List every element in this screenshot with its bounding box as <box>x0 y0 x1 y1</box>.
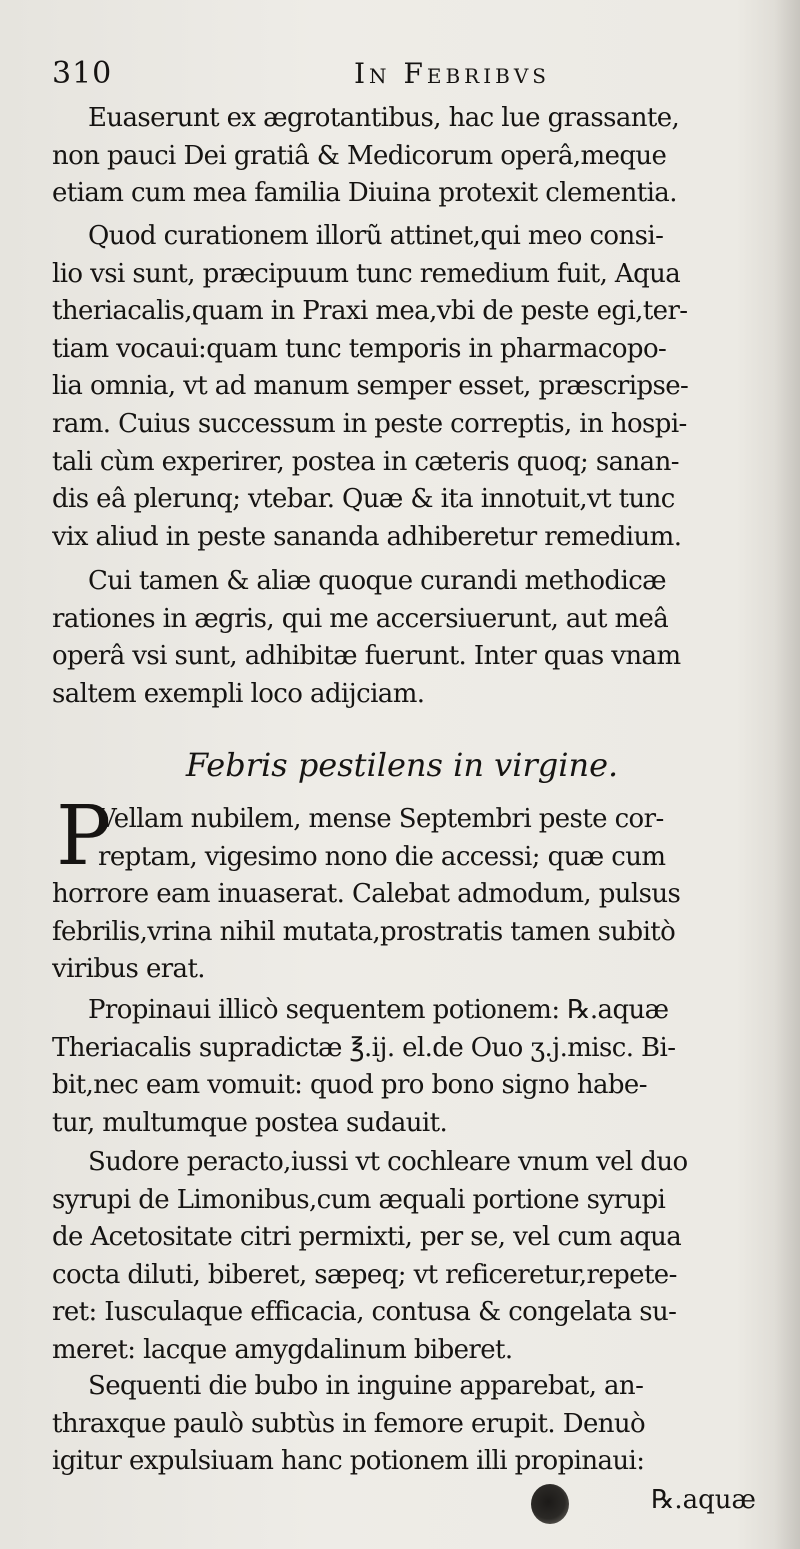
text-line: syrupi de Limonibus,cum æquali portione syrupi <box>52 1184 666 1215</box>
text-line: theriacalis,quam in Praxi mea,vbi de peste egi,ter- <box>52 296 688 327</box>
text-line: Sequenti die bubo in inguine apparebat, an- <box>88 1371 644 1401</box>
text-line: operâ vsi sunt, adhibitæ fuerunt. Inter quas vnam <box>52 641 681 672</box>
text-line: vix aliud in peste sananda adhiberetur remedium. <box>52 521 682 552</box>
paragraph-3 <box>52 563 752 713</box>
text-line: non pauci Dei gratiâ & Medicorum operâ,meque <box>52 140 667 171</box>
text-line: bit,nec eam vomuit: quod pro bono signo habe- <box>52 1070 647 1101</box>
text-line: tur, multumque postea sudauit. <box>52 1107 448 1138</box>
text-line: horrore eam inuaserat. Calebat admodum, pulsus <box>52 879 681 910</box>
paragraph-4 <box>52 801 752 989</box>
text-line: etiam cum mea familia Diuina protexit clementia. <box>52 178 677 209</box>
text-line: Sudore peracto,iussi vt cochleare vnum vel duo <box>88 1147 688 1177</box>
drop-cap: P <box>56 789 112 884</box>
text-line: ram. Cuius successum in peste correptis, in hospi- <box>52 408 687 439</box>
text-line: Theriacalis supradictæ ℥.ij. el.de Ouo ʒ.j.misc. Bi- <box>52 1032 676 1063</box>
text-line: tiam vocaui:quam tunc temporis in pharmacopo- <box>52 333 667 364</box>
text-line: Quod curationem illorũ attinet,qui meo consi- <box>88 221 664 251</box>
text-line: saltem exempli loco adijciam. <box>52 678 425 709</box>
text-line: thraxque paulò subtùs in femore erupit. Denuò <box>52 1408 646 1439</box>
text-line: lio vsi sunt, præcipuum tunc remedium fuit, Aqua <box>52 258 681 289</box>
page-edge-shadow <box>774 0 800 1549</box>
text-line: de Acetositate citri permixti, per se, vel cum aqua <box>52 1222 682 1253</box>
text-line: ret: Iusculaque efficacia, contusa & congelata su- <box>52 1297 677 1328</box>
text-line: Cui tamen & aliæ quoque curandi methodicæ <box>88 566 666 596</box>
text-line: febrilis,vrina nihil mutata,prostratis tamen subitò <box>52 916 676 947</box>
text-line: meret: lacque amygdalinum biberet. <box>52 1334 513 1365</box>
text-line: Vellam nubilem, mense Septembri peste cor- <box>98 804 664 834</box>
page-header <box>52 52 752 96</box>
text-line: Euaserunt ex ægrotantibus, hac lue grassante, <box>88 103 680 133</box>
text-line: tali cùm experirer, postea in cæteris quoq; sanan- <box>52 446 679 477</box>
text-line: Propinaui illicò sequentem potionem: ℞.aquæ <box>88 995 669 1025</box>
paragraph-6 <box>52 1144 752 1370</box>
catchword: ℞.aquæ <box>651 1485 756 1515</box>
paragraph-5 <box>52 992 752 1142</box>
running-head: In Febribvs <box>354 57 550 90</box>
paragraph-2 <box>52 218 752 556</box>
text-line: cocta diluti, biberet, sæpeq; vt reficeretur,repete- <box>52 1259 677 1290</box>
text-line: lia omnia, vt ad manum semper esset, præscripse- <box>52 371 689 402</box>
section-heading: Febris pestilens in virgine. <box>185 746 619 784</box>
text-line: rationes in ægris, qui me accersiuerunt, aut meâ <box>52 603 669 634</box>
paragraph-7 <box>52 1368 752 1481</box>
text-line: viribus erat. <box>52 954 205 985</box>
ink-stain <box>531 1484 569 1524</box>
page-number: 310 <box>52 56 113 91</box>
text-line: reptam, vigesimo nono die accessi; quæ cum <box>98 841 666 872</box>
paragraph-1 <box>52 100 752 213</box>
text-line: igitur expulsiuam hanc potionem illi propinaui: <box>52 1446 645 1477</box>
text-line: dis eâ plerunq; vtebar. Quæ & ita innotuit,vt tunc <box>52 484 675 515</box>
